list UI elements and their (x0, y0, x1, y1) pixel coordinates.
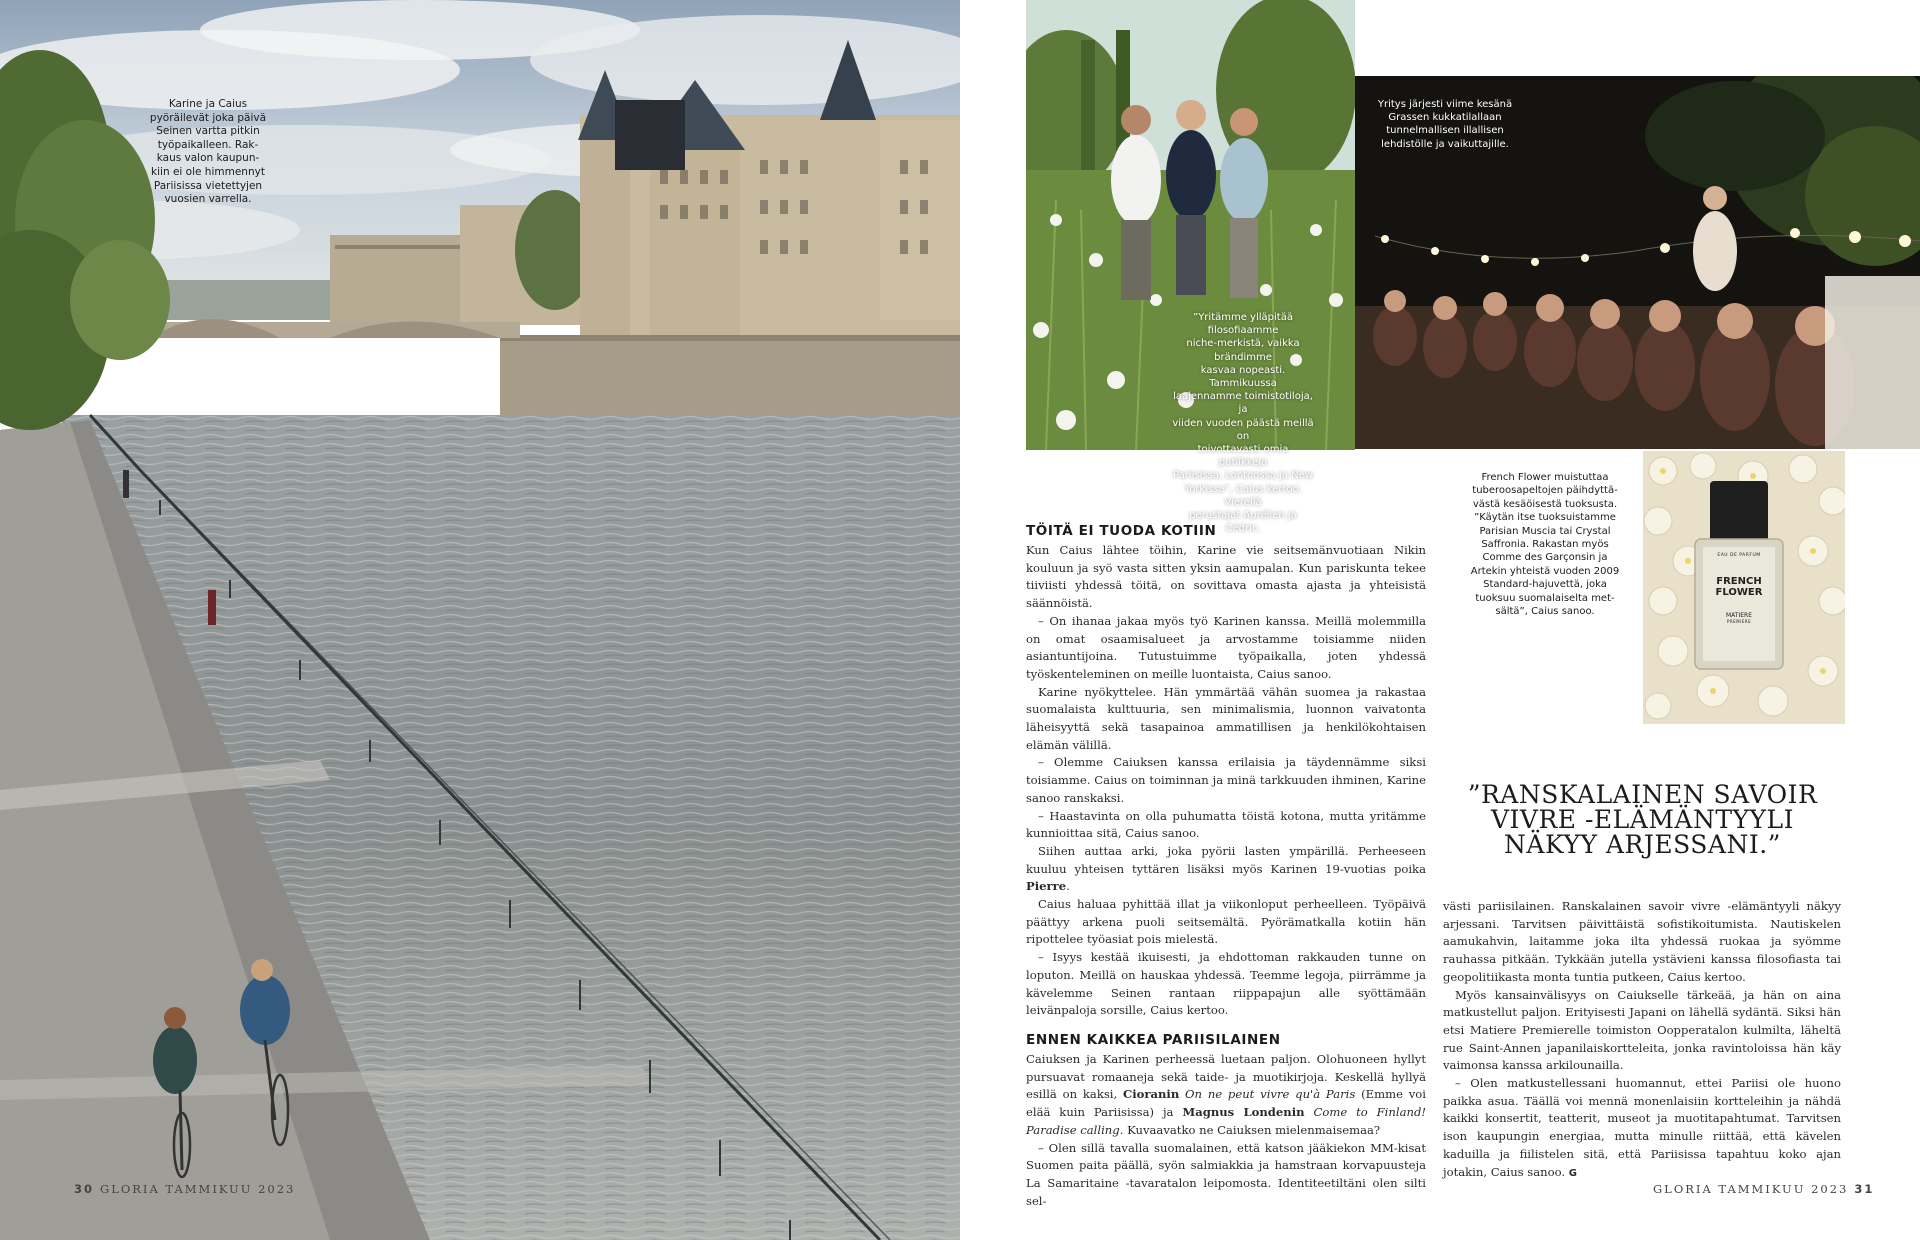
paragraph: Kun Caius lähtee töihin, Karine vie seitsemänvuotiaan Nikin kouluun ja syö vasta sitten yksin aamupalan. Kun pariskunta tekee tiiviisti yhdessä töitä, on sovittava omasta ajasta ja yhteisistä säännöistä. (1026, 543, 1426, 611)
paragraph: Caiuksen ja Karinen perheessä luetaan paljon. Olohuoneen hyllyt pursuavat romaaneja sekä taide- ja muotikirjoja. Keskellä hyllyä esillä on kaksi, Cioranin On ne peut vivre qu'à Paris (Emme voi elää kuin Pariisissa) ja Magnus Londenin Come to Finland! Paradise calling. Kuvaavatko ne Caiuksen mielenmaisemaa? (1026, 1051, 1427, 1137)
paragraph: – Haastavinta on olla puhumatta töistä kotona, mutta yritämme kunnioittaa sitä, Caius sanoo. (1026, 808, 1426, 841)
folio-right (1653, 1182, 1874, 1196)
bottle-label-brand-line2: PREMIERE (1726, 619, 1752, 624)
perfume-bottle-photo (1643, 451, 1845, 724)
paragraph: västi pariisilainen. Ranskalainen savoir vivre -elämäntyyli näkyy arjessani. Tarvitsen päivittäistä sofistikoitumista. Nautiskelen aamukahvin, laitamme joka ilta yhdessä ruokaa ja syömme rauhassa pitkään. Tykkään jutella ystävieni kanssa filosofiasta tai geopolitiikasta monta tuntia putkeen, Caius kertoo. (1443, 899, 1841, 984)
paragraph: Caius haluaa pyhittää illat ja viikonloput perheelleen. Työpäivä päättyy arkena puoli seitsemältä. Pyörämatkalla kotiin hän ripottelee työasiat pois mielestä. (1026, 897, 1426, 947)
magazine-issue-left: GLORIA TAMMIKUU 2023 (100, 1182, 296, 1196)
section-heading-parisian: ENNEN KAIKKEA PARIISILAINEN (1026, 1031, 1281, 1048)
paragraph: Myös kansainvälisyys on Caiukselle tärkeää, ja hän on aina matkustellut paljon. Erityisesti Japani on lähellä sydäntä. Siksi hän etsi Matiere Premierelle toimiston Oopperatalon kulmilta, läheltä rue Saint-Annen japanilaiskortteleita, jonka ravintoloissa hän käy vaimonsa kanssa arkilounailla. (1443, 987, 1841, 1073)
dinner-caption: Yritys järjesti viime kesänä Grassen kukkatilallaan tunnelmallisen illallisen lehdistölle ja vaikuttajille. (1377, 99, 1513, 150)
paragraph: Karine nyökyttelee. Hän ymmärtää vähän suomea ja rakastaa suomalaista kulttuuria, sen minimalismia, luonnon vaivatonta läheisyyttä sekä tasapainoa ammatillisen ja henkilökohtaisen elämän välillä. (1026, 684, 1426, 752)
magazine-issue-right: GLORIA TAMMIKUU 2023 (1653, 1182, 1849, 1196)
end-mark: G (1568, 1167, 1577, 1179)
page-number-right: 31 (1854, 1182, 1875, 1196)
bottle-label (1703, 549, 1775, 624)
perfume-caption: French Flower muistuttaa tuberoosapeltojen päihdyttä- västä kesäöisestä tuoksusta. ”Käytän itse tuoksuistamme Parisian Muscia tai Crystal Saffronia. Rakastan myös Comme des Garçonsin ja Artekin yhteistä vuoden 2009 Standard-hajuvettä, joka tuoksuu suomalaiselta met- sältä”, Caius sanoo. (1470, 472, 1620, 618)
folio-left (74, 1182, 295, 1196)
son-name: Pierre (1026, 879, 1067, 894)
paragraph: – Olemme Caiuksen kanssa erilaisia ja täydennämme siksi toisiamme. Caius on toiminnan ja minä tarkkuuden ihminen, Karine sanoo ranskaksi. (1026, 755, 1426, 805)
article-column-2 (1443, 898, 1841, 1182)
bottle-label-name-line1: FRENCH (1716, 576, 1762, 587)
paragraph: – Isyys kestää ikuisesti, ja ehdottoman rakkauden tunne on loputon. Meillä on hauskaa yhdessä. Teemme legoja, piirrämme ja kävelemme Seinen rantaan riippapajun alle syöttämään leivänpaloja sorsille, Caius kertoo. (1026, 950, 1426, 1018)
section-heading-work: TÖITÄ EI TUODA KOTIIN (1026, 523, 1217, 539)
article-column-1 (1026, 522, 1426, 1210)
paragraph: – Olen sillä tavalla suomalainen, että katson jääkiekon MM-kisat Suomen paita päällä, syön salmiakkia ja hamstraan korvapuusteja La Samaritaine -tavaratalon leipomosta. Identiteetiltäni olen silti sel- (1026, 1140, 1426, 1208)
paragraph: Siihen auttaa arki, joka pyörii lasten ympärillä. Perheeseen kuuluu yhteisen tyttären lisäksi myös Karinen 19-vuotias poika Pierre. (1026, 843, 1426, 894)
bottle-label-brand-line1: MATIERE (1725, 612, 1752, 619)
photo-caption-cyclists: Karine ja Caius pyöräilevät joka päivä Seinen vartta pitkin työpaikalleen. Rak- kaus valon kaupun- kiin ei ole himmennyt Pariisissa vietettyjen vuosien varrella. (149, 98, 267, 206)
page-number-left: 30 (74, 1182, 95, 1196)
book-title-2: Come to Finland! Paradise calling (1026, 1105, 1427, 1137)
founders-caption: ”Yritämme ylläpitää filosofiaamme niche-merkistä, vaikka brändimme kasvaa nopeasti. Tammikuussa laajennamme toimistotiloja, ja viiden vuoden päästä meillä on toivottavasti omia putiikkeja Pariisissa, Lontoossa ja New Yorkissa”, Caius kertoo. Vierellä perustajat Aurélien ja Cédric. (1172, 312, 1314, 535)
paragraph: – Olen matkustellessani huomannut, ettei Pariisi ole huono paikka asua. Täällä voi mennä monenlaisiin kortteleihin ja nähdä kaikki konsertit, teatterit, museot ja muotitapahtumat. Tarvitsen ison kaupungin energiaa, mutta minulle riittää, että kävelen kaduilla ja fiilistelen sitä, että Pariisissa tapahtuu koko ajan jotakin, Caius sanoo. G (1443, 1076, 1841, 1179)
author-londen: Magnus Londenin (1182, 1105, 1305, 1120)
paragraph: – On ihanaa jakaa myös työ Karinen kanssa. Meillä molemmilla on omat osaamisalueet ja arvostamme toisiamme niiden asiantuntijoina. Tutustuimme työpaikalla, joten yhdessä työskenteleminen on meille luontaista, Caius sanoo. (1026, 613, 1426, 681)
bottle-label-name-line2: FLOWER (1715, 587, 1763, 598)
pull-quote: ”RANSKALAINEN SAVOIR VIVRE -ELÄMÄNTYYLI NÄKYY ARJESSANI.” (1467, 780, 1818, 859)
author-cioran: Cioranin (1123, 1087, 1180, 1102)
bottle-label-top: EAU DE PARFUM (1717, 553, 1761, 558)
book-title-1: On ne peut vivre qu'à Paris (1185, 1087, 1356, 1102)
